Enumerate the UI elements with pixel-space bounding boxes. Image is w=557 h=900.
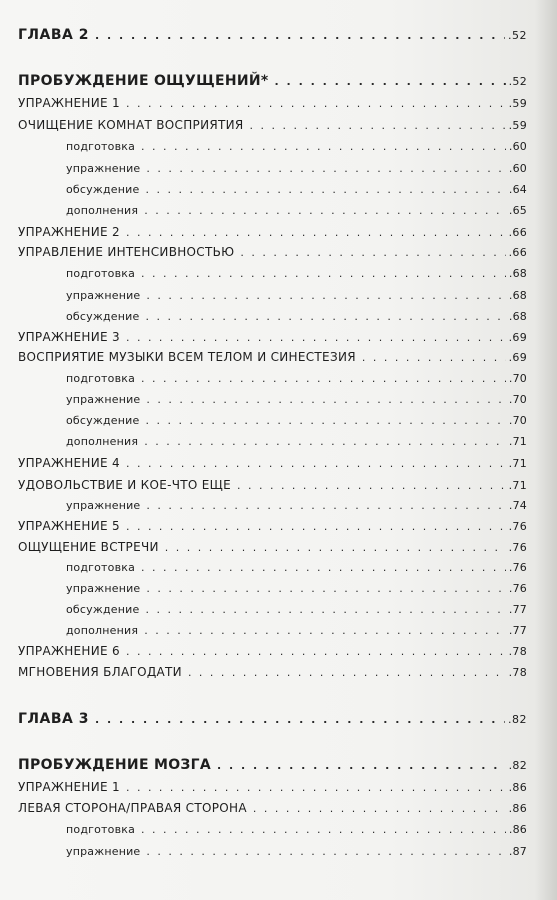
toc-entry-page-number: .76 [508,561,527,574]
toc-entry-title: ОЧИЩЕНИЕ КОМНАТ ВОСПРИЯТИЯ [18,118,244,132]
toc-dot-leader [141,561,506,574]
toc-entry-exercise [18,801,527,815]
toc-entry-exercise [18,225,527,239]
toc-dot-leader [237,479,506,492]
toc-entry-sub [66,140,527,153]
toc-dot-leader [146,499,506,512]
toc-entry-title: обсуждение [66,310,140,323]
toc-entry-sub [66,183,527,196]
toc-entry-title: МГНОВЕНИЯ БЛАГОДАТИ [18,665,182,679]
toc-entry-title: УПРАЖНЕНИЕ 3 [18,330,120,344]
toc-entry-title: дополнения [66,435,139,448]
toc-entry-page-number: .87 [508,845,527,858]
toc-dot-leader [145,603,505,616]
toc-entry-title: УПРАЖНЕНИЕ 4 [18,456,120,470]
toc-dot-leader [146,162,506,175]
toc-entry-title: упражнение [66,499,141,512]
toc-entry-chapter [18,27,527,43]
toc-entry-page-number: .70 [508,414,527,427]
toc-entry-sub [66,204,527,217]
toc-dot-leader [253,802,506,815]
toc-dot-leader [126,645,506,658]
toc-entry-page-number: .74 [508,499,527,512]
toc-entry-title: УПРАВЛЕНИЕ ИНТЕНСИВНОСТЬЮ [18,245,235,259]
toc-entry-title: упражнение [66,162,141,175]
toc-dot-leader [146,845,506,858]
toc-entry-exercise [18,118,527,132]
toc-entry-page-number: .76 [508,582,527,595]
toc-dot-leader [145,183,505,196]
toc-entry-title: ВОСПРИЯТИЕ МУЗЫКИ ВСЕМ ТЕЛОМ И СИНЕСТЕЗИЯ [18,350,356,364]
toc-entry-title: УПРАЖНЕНИЕ 2 [18,225,120,239]
toc-entry-sub [66,310,527,323]
toc-dot-leader [126,520,506,533]
toc-dot-leader [275,75,506,88]
toc-entry-sub [66,823,527,836]
toc-dot-leader [188,666,506,679]
toc-entry-section [18,757,527,773]
toc-entry-page-number: .78 [508,666,527,679]
toc-entry-page-number: .52 [508,75,527,88]
toc-entry-title: ПРОБУЖДЕНИЕ МОЗГА [18,757,212,773]
toc-entry-page-number: .68 [508,310,527,323]
toc-entry-title: упражнение [66,582,141,595]
toc-entry-title: упражнение [66,845,141,858]
toc-entry-exercise [18,665,527,679]
toc-entry-sub [66,414,527,427]
toc-entry-title: УПРАЖНЕНИЕ 5 [18,519,120,533]
toc-dot-leader [126,457,506,470]
toc-entry-title: ПРОБУЖДЕНИЕ ОЩУЩЕНИЙ* [18,73,269,89]
toc-entry-sub [66,393,527,406]
toc-entry-page-number: .86 [508,781,527,794]
toc-entry-exercise [18,780,527,794]
toc-entry-title: ОЩУЩЕНИЕ ВСТРЕЧИ [18,540,159,554]
toc-entry-page-number: .86 [508,802,527,815]
toc-dot-leader [146,289,506,302]
toc-entry-sub [66,289,527,302]
toc-entry-sub [66,624,527,637]
toc-entry-exercise [18,456,527,470]
toc-dot-leader [362,351,506,364]
toc-entry-exercise [18,519,527,533]
toc-entry-page-number: .68 [508,267,527,280]
toc-dot-leader [126,781,506,794]
toc-entry-title: ГЛАВА 3 [18,711,90,727]
toc-entry-sub [66,435,527,448]
toc-entry-page-number: .70 [508,372,527,385]
toc-entry-page-number: .78 [508,645,527,658]
toc-entry-sub [66,372,527,385]
toc-entry-sub [66,582,527,595]
toc-dot-leader [141,823,506,836]
toc-dot-leader [146,393,506,406]
toc-entry-page-number: .77 [508,603,527,616]
toc-dot-leader [144,204,506,217]
toc-entry-sub [66,603,527,616]
toc-dot-leader [144,624,506,637]
toc-entry-exercise [18,330,527,344]
toc-entry-title: упражнение [66,393,141,406]
toc-entry-exercise [18,96,527,110]
toc-entry-title: подготовка [66,372,136,385]
toc-entry-page-number: .59 [508,97,527,110]
toc-entry-chapter [18,711,527,727]
toc-entry-title: УДОВОЛЬСТВИЕ И КОЕ-ЧТО ЕЩЕ [18,478,231,492]
toc-entry-title: упражнение [66,289,141,302]
toc-entry-page-number: .60 [508,140,527,153]
toc-dot-leader [141,267,506,280]
toc-entry-title: обсуждение [66,183,140,196]
toc-entry-section [18,73,527,89]
toc-entry-title: дополнения [66,204,139,217]
toc-dot-leader [145,310,505,323]
toc-entry-title: ЛЕВАЯ СТОРОНА/ПРАВАЯ СТОРОНА [18,801,247,815]
toc-entry-sub [66,162,527,175]
toc-entry-page-number: .66 [508,246,527,259]
toc-entry-page-number: .86 [508,823,527,836]
toc-dot-leader [146,582,506,595]
toc-entry-title: подготовка [66,561,136,574]
toc-entry-exercise [18,245,527,259]
toc-dot-leader [250,119,506,132]
toc-entry-page-number: .82 [508,713,527,726]
toc-entry-page-number: .71 [508,479,527,492]
toc-entry-page-number: .68 [508,289,527,302]
toc-dot-leader [141,140,506,153]
toc-entry-page-number: .77 [508,624,527,637]
toc-entry-page-number: .82 [508,759,527,772]
toc-entry-sub [66,845,527,858]
toc-entry-title: подготовка [66,140,136,153]
toc-dot-leader [217,759,506,772]
toc-entry-page-number: .64 [508,183,527,196]
toc-entry-page-number: .71 [508,457,527,470]
toc-dot-leader [126,331,506,344]
toc-dot-leader [126,97,506,110]
toc-dot-leader [95,29,505,42]
toc-dot-leader [165,541,506,554]
toc-entry-page-number: .76 [508,520,527,533]
toc-entry-page-number: .60 [508,162,527,175]
toc-entry-page-number: .71 [508,435,527,448]
toc-entry-sub [66,499,527,512]
toc-entry-exercise [18,644,527,658]
toc-dot-leader [141,372,506,385]
toc-entry-title: обсуждение [66,603,140,616]
toc-entry-sub [66,267,527,280]
toc-entry-sub [66,561,527,574]
toc-entry-page-number: .69 [508,351,527,364]
toc-entry-exercise [18,540,527,554]
toc-entry-title: ГЛАВА 2 [18,27,90,43]
toc-entry-title: подготовка [66,267,136,280]
toc-entry-title: дополнения [66,624,139,637]
toc-entry-title: УПРАЖНЕНИЕ 1 [18,780,120,794]
toc-entry-exercise [18,350,527,364]
toc-entry-title: подготовка [66,823,136,836]
toc-entry-page-number: .65 [508,204,527,217]
toc-dot-leader [95,713,505,726]
toc-entry-title: УПРАЖНЕНИЕ 6 [18,644,120,658]
toc-entry-page-number: .70 [508,393,527,406]
toc-entry-page-number: .52 [508,29,527,42]
toc-entry-page-number: .69 [508,331,527,344]
toc-dot-leader [240,246,505,259]
toc-dot-leader [126,226,506,239]
toc-entry-title: УПРАЖНЕНИЕ 1 [18,96,120,110]
toc-dot-leader [145,414,505,427]
toc-entry-page-number: .76 [508,541,527,554]
toc-entry-page-number: .59 [508,119,527,132]
toc-entry-exercise [18,478,527,492]
toc-entry-page-number: .66 [508,226,527,239]
toc-dot-leader [144,435,506,448]
toc-entry-title: обсуждение [66,414,140,427]
